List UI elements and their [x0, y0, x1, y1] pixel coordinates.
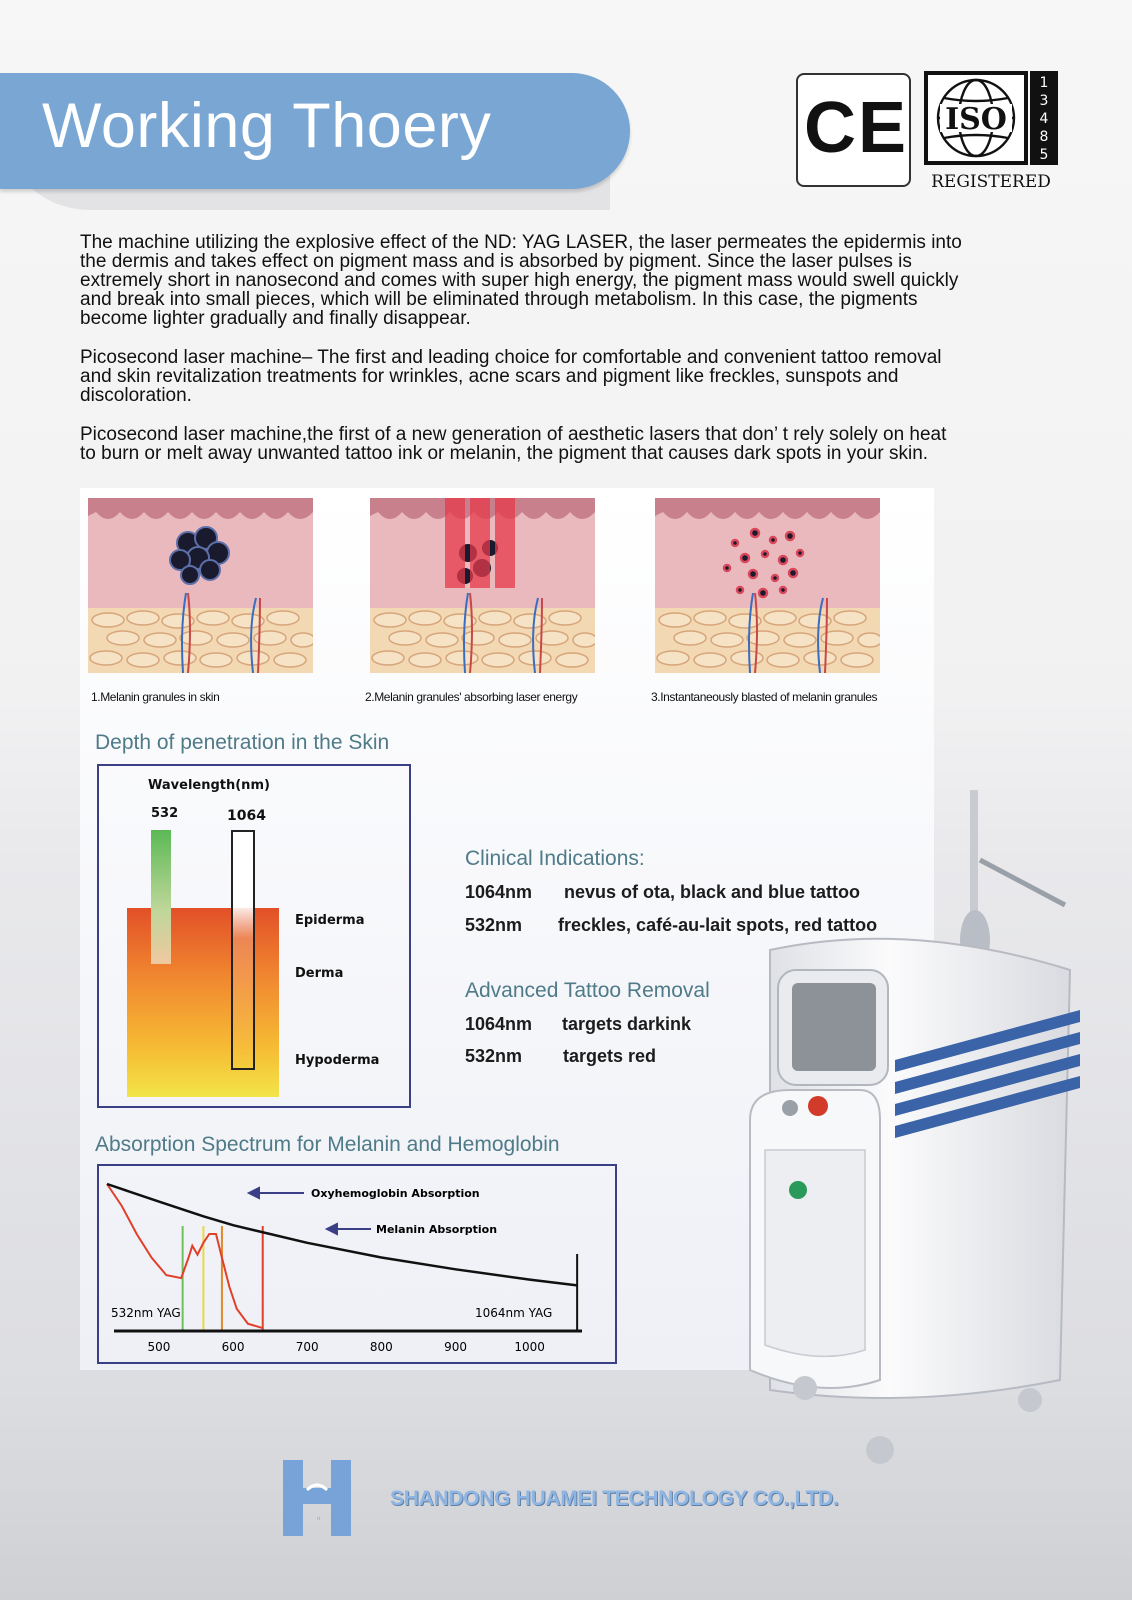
text-line: become lighter gradually and finally disappear.	[80, 308, 471, 329]
x-tick-label: 700	[295, 1340, 319, 1354]
x-tick-label: 900	[444, 1340, 467, 1354]
text-line: to burn or melt away unwanted tattoo ink or melanin, the pigment that causes dark spots in your skin.	[80, 443, 929, 464]
absorption-title: Absorption Spectrum for Melanin and Hemoglobin	[95, 1133, 560, 1156]
text-line: the dermis and takes effect on pigment mass and is absorbed by pigment. Since the laser pulses is	[80, 251, 912, 272]
tattoo-row-nm: 532nm	[465, 1046, 523, 1066]
layer-derma: Derma	[295, 966, 344, 981]
layer-hypoderma: Hypoderma	[295, 1053, 380, 1068]
oxyhemoglobin-label: Oxyhemoglobin Absorption	[311, 1187, 480, 1200]
iso-text: ISO	[945, 102, 1007, 137]
beam-1064	[231, 830, 255, 1070]
skin-illustration-1	[88, 498, 313, 673]
laser-machine-illustration	[730, 790, 1110, 1480]
x-tick-label: 1000	[514, 1340, 545, 1354]
x-tick-label: 500	[147, 1340, 171, 1354]
page-title: Working Thoery	[42, 91, 492, 161]
skin-step-label: 1.Melanin granules in skin	[91, 690, 220, 704]
iso-13485-logo	[924, 71, 1064, 189]
text-line: discoloration.	[80, 385, 192, 406]
clinical-row-nm: 1064nm	[465, 882, 533, 902]
ce-mark-logo	[796, 73, 911, 187]
iso-digit: 1	[1039, 75, 1049, 91]
depth-section-title: Depth of penetration in the Skin	[95, 731, 390, 754]
text-line: Picosecond laser machine,the first of a new generation of aesthetic lasers that don’ t rely solely on heat	[80, 424, 947, 445]
wavelength-1064: 1064	[227, 808, 266, 824]
absorption-chart	[97, 1164, 617, 1364]
text-line: The machine utilizing the explosive effect of the ND: YAG LASER, the laser permeates the epidermis into	[80, 232, 962, 253]
huamei-logo	[283, 1460, 351, 1536]
ce-mark-text: CE	[804, 88, 909, 168]
iso-digit: 5	[1039, 147, 1049, 163]
iso-digit: 4	[1039, 111, 1049, 127]
skin-step-label: 3.Instantaneously blasted of melanin granules	[651, 690, 878, 704]
wavelength-label: Wavelength(nm)	[148, 778, 270, 793]
clinical-row-text: nevus of ota, black and blue tattoo	[564, 882, 861, 902]
clinical-title: Clinical Indications:	[465, 847, 645, 870]
tattoo-row-nm: 1064nm	[465, 1014, 533, 1034]
beam-532	[151, 830, 171, 964]
iso-digit: 8	[1039, 129, 1049, 145]
x-tick-label: 600	[221, 1340, 245, 1354]
text-line: extremely short in nanosecond and comes with super high energy, the pigment mass would swell quickly	[80, 270, 959, 291]
clinical-row-nm: 532nm	[465, 915, 523, 935]
iso-digit: 3	[1039, 93, 1049, 109]
text-line: Picosecond laser machine– The first and leading choice for comfortable and convenient tattoo removal	[80, 347, 942, 368]
intro-paragraph	[80, 233, 1050, 328]
picosecond-paragraph	[80, 348, 1050, 405]
wavelength-532: 532	[151, 806, 179, 821]
clinical-row-text: freckles, café-au-lait spots, red tattoo	[558, 915, 878, 935]
yag-532-label: 532nm YAG	[111, 1306, 181, 1320]
skin-illustration-2	[370, 498, 595, 673]
yag-1064-label: 1064nm YAG	[475, 1306, 553, 1320]
tattoo-title: Advanced Tattoo Removal	[465, 979, 710, 1002]
layer-epiderma: Epiderma	[295, 913, 365, 928]
company-name: SHANDONG HUAMEI TECHNOLOGY CO.,LTD.	[390, 1487, 839, 1510]
skin-layers-gradient	[127, 908, 279, 1097]
skin-illustration-3	[655, 498, 880, 673]
tattoo-row-text: targets red	[563, 1046, 657, 1066]
depth-diagram	[97, 764, 411, 1108]
melanin-label: Melanin Absorption	[376, 1223, 498, 1236]
x-tick-label: 800	[369, 1340, 393, 1354]
text-line: and break into small pieces, which will be eliminated through metabolism. In this case, the pigments	[80, 289, 918, 310]
iso-registered: REGISTERED	[931, 172, 1051, 189]
text-line: and skin revitalization treatments for wrinkles, acne scars and pigment like freckles, sunspots and	[80, 366, 899, 387]
new-generation-paragraph	[80, 425, 1050, 463]
tattoo-row-text: targets darkink	[562, 1014, 692, 1034]
logo-letter: H	[317, 1516, 321, 1521]
skin-step-label: 2.Melanin granules' absorbing laser energy	[365, 690, 578, 704]
